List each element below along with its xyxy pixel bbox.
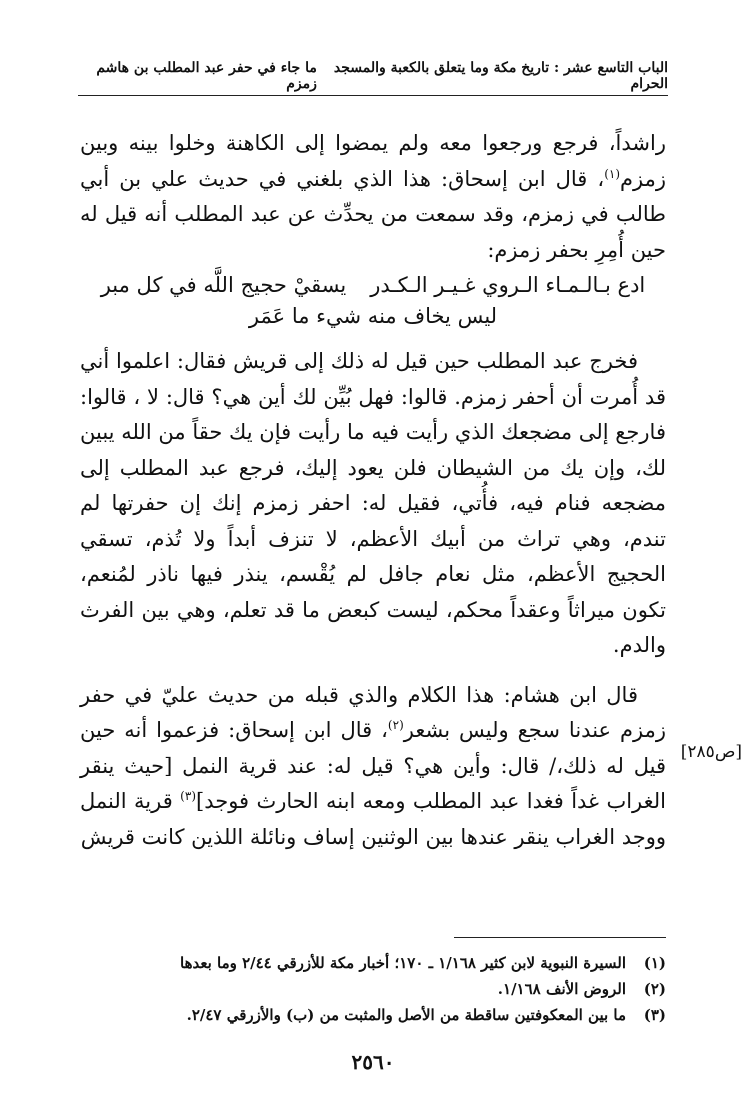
footnote-ref-1: (١) bbox=[604, 166, 621, 181]
paragraph-1: راشداً، فرجع ورجعوا معه ولم يمضوا إلى الكاهنة وخلوا بينه وبين زمزم$^{(١)}$، قال ابن إسحاق: هذا الذي بلغني في حديث علي بن أبي طالب في زمزم، وقد سمعت من يحدِّث عن عبد المطلب أنه قيل له حين أُمِرِ بحفر زمزم: bbox=[80, 131, 666, 262]
footnote-ref-2: (٢) bbox=[387, 718, 404, 732]
footnotes bbox=[80, 950, 666, 1028]
footnote-1: (١)السيرة النبوية لابن كثير ١/١٦٨ ـ ١٧٠؛ أخبار مكة للأزرقي ٢/٤٤ وما بعدها bbox=[180, 954, 666, 972]
paragraph-2: فخرج عبد المطلب حين قيل له ذلك إلى قريش فقال: اعلموا أني قد أُمرت أن أحفر زمزم. قالوا: فهل بُيِّن لك أين هي؟ قال: لا ، قالوا: فارجع إلى مضجعك الذي رأيت فيه ما رأيت فإن يك حقاً من الله يبين لك، وإن يك من الشيطان فلن يعود إليك، فرجع عبد المطلب إلى مضجعه فنام فيه، فأُتي، فقيل له: احفر زمزم إنك إن حفرتها لم تندم، وهي تراث من أبيك الأعظم، لا تنزف أبداً ولا تُذم، تسقي الحجيج الأعظم، مثل نعام جافل لم يُقْسم، ينذر فيها ناذر لمُنعم، تكون ميراثاً وعقداً محكم، ليست كبعض ما قد تعلم، وهي بين الفرث والدم. bbox=[80, 349, 666, 657]
margin-page-reference: [ص٢٨٥] bbox=[680, 742, 742, 762]
header-divider bbox=[78, 95, 668, 96]
main-text bbox=[80, 126, 666, 855]
running-header bbox=[78, 58, 668, 94]
poem-line-2: ليس يخاف منه شيء ما عَمَر bbox=[248, 304, 498, 328]
poem-line-1: ادع بـالـمـاء الـروي غـيـر الـكـدريسقيْ حجيج اللَّه في كل مبر bbox=[100, 273, 646, 297]
footnote-2: (٢)الروض الأنف ١/١٦٨. bbox=[497, 980, 666, 998]
footnote-ref-3: (٣) bbox=[180, 789, 196, 803]
chapter-title: الباب التاسع عشر : تاريخ مكة وما يتعلق بالكعبة والمسجد الحرام bbox=[333, 60, 668, 92]
footnote-divider bbox=[454, 937, 666, 938]
page-number: ٢٥٦٠ bbox=[351, 1050, 395, 1074]
paragraph-3: قال ابن هشام: هذا الكلام والذي قبله من حديث عليّ في حفر زمزم عندنا سجع وليس بشعر$^{(٢)}$، قال ابن إسحاق: فزعموا أنه حين قيل له ذلك،/ قال: وأين هي؟ قيل له: عند قرية النمل [حيث ينقر الغراب غداً فغدا عبد المطلب ومعه ابنه الحارث فوجد]$^{(٣)}$ قرية النمل ووجد الغراب ينقر عندها بين الوثنين إساف ونائلة اللذين كانت قريش bbox=[80, 682, 666, 849]
section-title: ما جاء في حفر عبد المطلب بن هاشم زمزم bbox=[96, 60, 317, 92]
poem bbox=[80, 270, 666, 332]
footnote-3: (٣)ما بين المعكوفتين ساقطة من الأصل والمثبت من (ب) والأزرقي ٢/٤٧. bbox=[186, 1006, 666, 1024]
